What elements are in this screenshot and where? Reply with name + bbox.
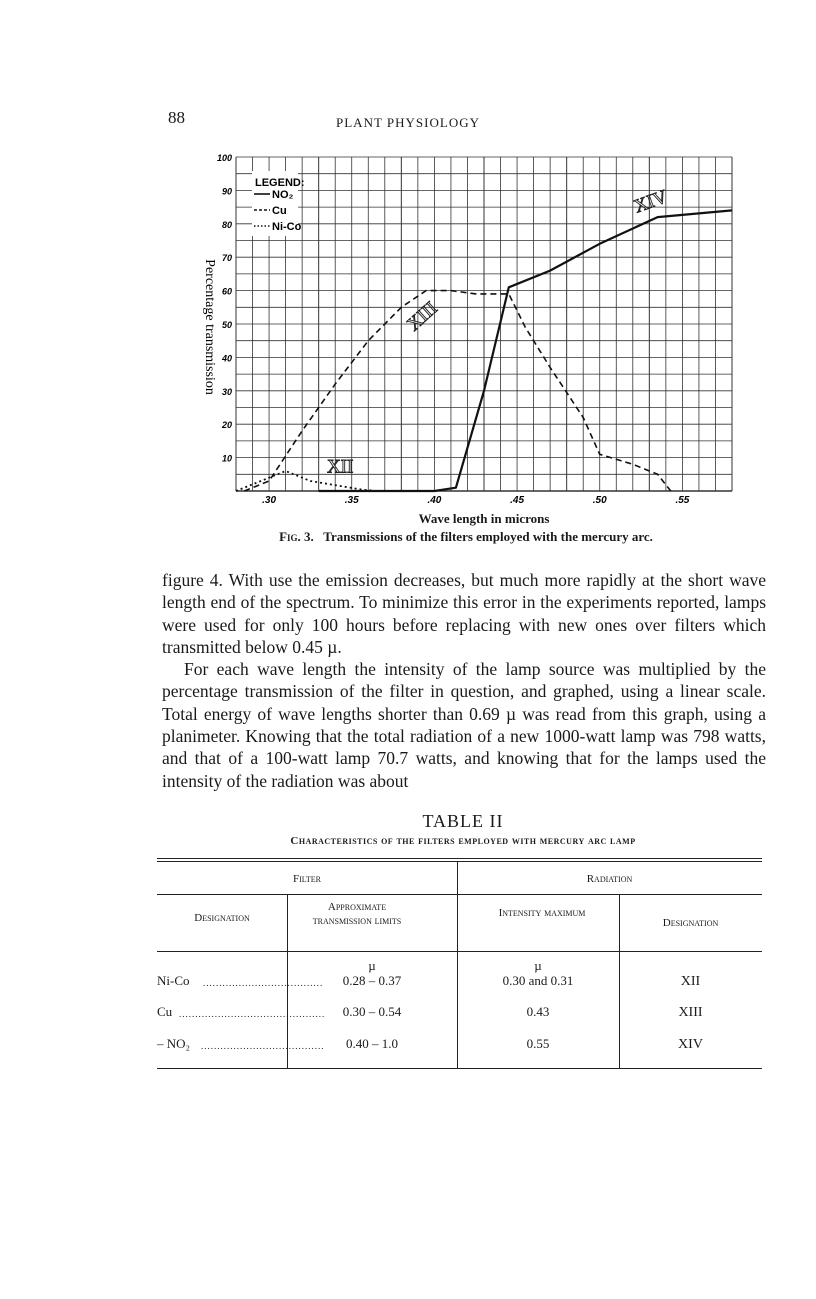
table-top-rule <box>157 858 762 859</box>
y-tick-label: 50 <box>221 320 232 330</box>
legend-title: LEGEND: <box>255 177 305 189</box>
x-tick-label: .55 <box>675 495 690 506</box>
group-header-filter: Filter <box>292 873 322 885</box>
annotation-label: XIV <box>631 186 671 218</box>
y-tick-label: 40 <box>221 353 232 364</box>
unit-limits: µ <box>368 958 376 973</box>
col-header-radiation-designation: Designation <box>662 917 719 929</box>
series-line-solid <box>319 210 732 491</box>
table-title: TABLE II <box>422 811 504 831</box>
x-axis-label: Wave length in microns <box>418 511 550 526</box>
row-maximum: 0.30 and 0.31 <box>502 973 574 988</box>
transmission-chart <box>0 0 816 560</box>
legend-entry: NO₂ <box>272 189 294 201</box>
x-tick-label: .50 <box>592 495 607 506</box>
row-designation: XIV <box>678 1037 703 1052</box>
legend-entry: Cu <box>272 205 287 217</box>
row-filter: – NO₂ <box>157 1036 191 1051</box>
y-tick-label: 100 <box>216 153 232 163</box>
y-axis-label: Percentage transmission <box>202 259 217 395</box>
table-header-rule <box>157 951 762 952</box>
row-maximum: 0.43 <box>526 1004 550 1019</box>
unit-maximum: µ <box>534 958 542 973</box>
x-tick-label: .30 <box>262 495 277 506</box>
table-top-rule-2 <box>157 861 762 862</box>
y-tick-label: 20 <box>221 420 232 431</box>
row-limits: 0.40 – 1.0 <box>346 1036 398 1051</box>
y-tick-label: 10 <box>221 453 232 464</box>
y-tick-label: 90 <box>221 186 232 197</box>
row-filter: Ni-Co <box>157 973 190 988</box>
x-tick-label: .40 <box>427 495 442 506</box>
row-designation: XII <box>680 974 701 989</box>
annotation-label: XIII <box>403 297 442 336</box>
y-tick-label: 60 <box>221 286 232 297</box>
x-tick-label: .45 <box>510 495 525 506</box>
col-header-maximum: Intensity maximum <box>498 907 586 919</box>
row-filter: Cu <box>157 1004 173 1019</box>
paragraph-1: figure 4. With use the emission decreases, but much more rapidly at the short wave length end of the spectrum. To minimize this error in the experiments reported, lamps were used for only 100 hours before replacing with new ones over filters which transmitted below 0.45 µ. <box>162 570 766 657</box>
table-ii: Filter Radiation Designation Approximate transmission limits Intensity maximum Designation µ µ Ni-Co ..................................... 0.28 – 0.37 0.30 and 0.31 XII Cu ............................................. 0.30 – 0.54 0.43 XIII – NO₂ ...................................... 0.40 – 1.0 0.55 XIV <box>157 858 762 1073</box>
page-number: 88 <box>168 108 185 127</box>
running-head: PLANT PHYSIOLOGY <box>336 115 480 130</box>
col-header-designation: Designation <box>194 912 250 924</box>
table-bottom-rule <box>157 1068 762 1069</box>
x-tick-label: .35 <box>344 495 359 506</box>
group-header-radiation: Radiation <box>586 873 633 885</box>
col-header-limits: Approximate transmission limits <box>312 901 402 927</box>
y-tick-label: 80 <box>221 219 232 230</box>
legend-entry: Ni-Co <box>272 221 302 233</box>
figure-caption-text: Transmissions of the filters employed with the mercury arc. <box>323 529 653 544</box>
paragraph-2: For each wave length the intensity of the lamp source was multiplied by the percentage transmission of the filter in question, and graphed, using a linear scale. Total energy of wave lengths shorter than 0.69 µ was read from this graph, using a planimeter. Knowing that the total radiation of a new 1000-watt lamp was 798 watts, and that of a 100-watt lamp 70.7 watts, and knowing that for the lamps used the intensity of the radiation was about <box>162 659 766 791</box>
row-designation: XIII <box>678 1005 703 1020</box>
figure-caption-label: Fig. 3. <box>279 529 314 544</box>
row-maximum: 0.55 <box>526 1036 550 1051</box>
row-limits: 0.30 – 0.54 <box>342 1004 402 1019</box>
y-tick-label: 30 <box>221 386 232 397</box>
y-tick-label: 70 <box>221 253 232 264</box>
row-limits: 0.28 – 0.37 <box>342 973 402 988</box>
body-text <box>162 569 766 792</box>
annotation-label: XII <box>326 456 354 478</box>
table-group-rule <box>157 894 762 895</box>
figure-caption <box>160 529 772 545</box>
table-caption: Characteristics of the filters employed with mercury arc lamp <box>290 835 636 847</box>
